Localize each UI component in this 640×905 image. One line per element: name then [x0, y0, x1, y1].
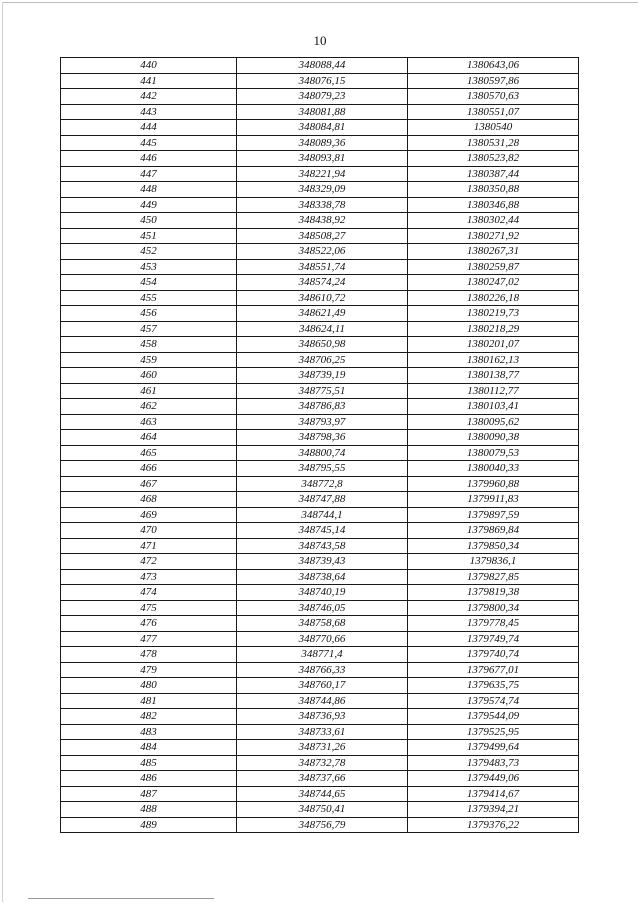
table-row: [61, 724, 579, 740]
table-row: [61, 445, 579, 461]
x-coordinate-cell: 348758,68: [237, 616, 408, 632]
point-number-cell: 480: [61, 678, 237, 694]
table-row: [61, 228, 579, 244]
y-coordinate-cell: 1380643,06: [408, 58, 579, 74]
x-coordinate-cell: 348650,98: [237, 337, 408, 353]
coordinates-table-body: [61, 58, 579, 833]
y-coordinate-cell: 1380103,41: [408, 399, 579, 415]
point-number-cell: 453: [61, 259, 237, 275]
point-number-cell: 460: [61, 368, 237, 384]
point-number-cell: 485: [61, 755, 237, 771]
y-coordinate-cell: 1379897,59: [408, 507, 579, 523]
point-number-cell: 448: [61, 182, 237, 198]
y-coordinate-cell: 1379574,74: [408, 693, 579, 709]
y-coordinate-cell: 1380112,77: [408, 383, 579, 399]
table-row: [61, 755, 579, 771]
table-row: [61, 538, 579, 554]
x-coordinate-cell: 348771,4: [237, 647, 408, 663]
x-coordinate-cell: 348551,74: [237, 259, 408, 275]
y-coordinate-cell: 1379499,64: [408, 740, 579, 756]
x-coordinate-cell: 348775,51: [237, 383, 408, 399]
x-coordinate-cell: 348731,26: [237, 740, 408, 756]
point-number-cell: 477: [61, 631, 237, 647]
point-number-cell: 443: [61, 104, 237, 120]
x-coordinate-cell: 348798,36: [237, 430, 408, 446]
x-coordinate-cell: 348732,78: [237, 755, 408, 771]
y-coordinate-cell: 1380162,13: [408, 352, 579, 368]
point-number-cell: 456: [61, 306, 237, 322]
x-coordinate-cell: 348610,72: [237, 290, 408, 306]
table-row: [61, 507, 579, 523]
x-coordinate-cell: 348795,55: [237, 461, 408, 477]
point-number-cell: 462: [61, 399, 237, 415]
point-number-cell: 440: [61, 58, 237, 74]
point-number-cell: 447: [61, 166, 237, 182]
point-number-cell: 489: [61, 817, 237, 833]
x-coordinate-cell: 348800,74: [237, 445, 408, 461]
x-coordinate-cell: 348081,88: [237, 104, 408, 120]
point-number-cell: 459: [61, 352, 237, 368]
point-number-cell: 472: [61, 554, 237, 570]
table-row: [61, 740, 579, 756]
point-number-cell: 482: [61, 709, 237, 725]
x-coordinate-cell: 348739,43: [237, 554, 408, 570]
x-coordinate-cell: 348508,27: [237, 228, 408, 244]
table-row: [61, 631, 579, 647]
point-number-cell: 457: [61, 321, 237, 337]
point-number-cell: 463: [61, 414, 237, 430]
x-coordinate-cell: 348089,36: [237, 135, 408, 151]
table-row: [61, 259, 579, 275]
x-coordinate-cell: 348746,05: [237, 600, 408, 616]
x-coordinate-cell: 348624,11: [237, 321, 408, 337]
point-number-cell: 445: [61, 135, 237, 151]
point-number-cell: 452: [61, 244, 237, 260]
x-coordinate-cell: 348733,61: [237, 724, 408, 740]
x-coordinate-cell: 348706,25: [237, 352, 408, 368]
y-coordinate-cell: 1380218,29: [408, 321, 579, 337]
y-coordinate-cell: 1379544,09: [408, 709, 579, 725]
x-coordinate-cell: 348621,49: [237, 306, 408, 322]
table-row: [61, 678, 579, 694]
table-row: [61, 306, 579, 322]
point-number-cell: 483: [61, 724, 237, 740]
point-number-cell: 461: [61, 383, 237, 399]
y-coordinate-cell: 1380597,86: [408, 73, 579, 89]
point-number-cell: 474: [61, 585, 237, 601]
x-coordinate-cell: 348739,19: [237, 368, 408, 384]
x-coordinate-cell: 348338,78: [237, 197, 408, 213]
x-coordinate-cell: 348743,58: [237, 538, 408, 554]
point-number-cell: 468: [61, 492, 237, 508]
point-number-cell: 473: [61, 569, 237, 585]
y-coordinate-cell: 1380540: [408, 120, 579, 136]
table-row: [61, 461, 579, 477]
y-coordinate-cell: 1380259,87: [408, 259, 579, 275]
y-coordinate-cell: 1380551,07: [408, 104, 579, 120]
top-border-line: [2, 2, 638, 3]
y-coordinate-cell: 1379869,84: [408, 523, 579, 539]
table-row: [61, 197, 579, 213]
y-coordinate-cell: 1380090,38: [408, 430, 579, 446]
y-coordinate-cell: 1380201,07: [408, 337, 579, 353]
y-coordinate-cell: 1380570,63: [408, 89, 579, 105]
point-number-cell: 478: [61, 647, 237, 663]
table-row: [61, 135, 579, 151]
x-coordinate-cell: 348740,19: [237, 585, 408, 601]
x-coordinate-cell: 348329,09: [237, 182, 408, 198]
point-number-cell: 486: [61, 771, 237, 787]
y-coordinate-cell: 1380247,02: [408, 275, 579, 291]
x-coordinate-cell: 348737,66: [237, 771, 408, 787]
point-number-cell: 481: [61, 693, 237, 709]
x-coordinate-cell: 348088,44: [237, 58, 408, 74]
y-coordinate-cell: 1380138,77: [408, 368, 579, 384]
table-row: [61, 600, 579, 616]
table-row: [61, 771, 579, 787]
x-coordinate-cell: 348093,81: [237, 151, 408, 167]
table-row: [61, 492, 579, 508]
table-row: [61, 662, 579, 678]
point-number-cell: 446: [61, 151, 237, 167]
table-row: [61, 166, 579, 182]
x-coordinate-cell: 348745,14: [237, 523, 408, 539]
point-number-cell: 479: [61, 662, 237, 678]
y-coordinate-cell: 1379827,85: [408, 569, 579, 585]
point-number-cell: 484: [61, 740, 237, 756]
table-row: [61, 73, 579, 89]
table-row: [61, 817, 579, 833]
table-row: [61, 58, 579, 74]
point-number-cell: 451: [61, 228, 237, 244]
y-coordinate-cell: 1380095,62: [408, 414, 579, 430]
table-row: [61, 476, 579, 492]
table-row: [61, 151, 579, 167]
point-number-cell: 471: [61, 538, 237, 554]
y-coordinate-cell: 1379635,75: [408, 678, 579, 694]
x-coordinate-cell: 348738,64: [237, 569, 408, 585]
point-number-cell: 458: [61, 337, 237, 353]
y-coordinate-cell: 1380350,88: [408, 182, 579, 198]
table-row: [61, 786, 579, 802]
y-coordinate-cell: 1379836,1: [408, 554, 579, 570]
table-row: [61, 709, 579, 725]
x-coordinate-cell: 348079,23: [237, 89, 408, 105]
y-coordinate-cell: 1380302,44: [408, 213, 579, 229]
x-coordinate-cell: 348756,79: [237, 817, 408, 833]
x-coordinate-cell: 348793,97: [237, 414, 408, 430]
point-number-cell: 449: [61, 197, 237, 213]
y-coordinate-cell: 1379449,06: [408, 771, 579, 787]
y-coordinate-cell: 1379525,95: [408, 724, 579, 740]
table-row: [61, 275, 579, 291]
x-coordinate-cell: 348747,88: [237, 492, 408, 508]
x-coordinate-cell: 348736,93: [237, 709, 408, 725]
y-coordinate-cell: 1379483,73: [408, 755, 579, 771]
y-coordinate-cell: 1379800,34: [408, 600, 579, 616]
y-coordinate-cell: 1380271,92: [408, 228, 579, 244]
y-coordinate-cell: 1380040,33: [408, 461, 579, 477]
x-coordinate-cell: 348760,17: [237, 678, 408, 694]
y-coordinate-cell: 1379819,38: [408, 585, 579, 601]
table-row: [61, 182, 579, 198]
y-coordinate-cell: 1380387,44: [408, 166, 579, 182]
table-row: [61, 383, 579, 399]
x-coordinate-cell: 348750,41: [237, 802, 408, 818]
table-row: [61, 399, 579, 415]
point-number-cell: 454: [61, 275, 237, 291]
table-row: [61, 337, 579, 353]
point-number-cell: 487: [61, 786, 237, 802]
left-border-line: [2, 2, 3, 902]
x-coordinate-cell: 348574,24: [237, 275, 408, 291]
y-coordinate-cell: 1379850,34: [408, 538, 579, 554]
table-row: [61, 89, 579, 105]
table-row: [61, 213, 579, 229]
table-row: [61, 104, 579, 120]
point-number-cell: 466: [61, 461, 237, 477]
y-coordinate-cell: 1379414,67: [408, 786, 579, 802]
table-row: [61, 554, 579, 570]
y-coordinate-cell: 1379749,74: [408, 631, 579, 647]
table-row: [61, 430, 579, 446]
x-coordinate-cell: 348084,81: [237, 120, 408, 136]
y-coordinate-cell: 1380346,88: [408, 197, 579, 213]
point-number-cell: 444: [61, 120, 237, 136]
y-coordinate-cell: 1380219,73: [408, 306, 579, 322]
table-row: [61, 321, 579, 337]
table-row: [61, 244, 579, 260]
y-coordinate-cell: 1379778,45: [408, 616, 579, 632]
point-number-cell: 455: [61, 290, 237, 306]
point-number-cell: 476: [61, 616, 237, 632]
y-coordinate-cell: 1380523,82: [408, 151, 579, 167]
point-number-cell: 464: [61, 430, 237, 446]
point-number-cell: 475: [61, 600, 237, 616]
table-row: [61, 569, 579, 585]
y-coordinate-cell: 1379376,22: [408, 817, 579, 833]
x-coordinate-cell: 348772,8: [237, 476, 408, 492]
table-row: [61, 585, 579, 601]
x-coordinate-cell: 348522,06: [237, 244, 408, 260]
point-number-cell: 488: [61, 802, 237, 818]
y-coordinate-cell: 1380267,31: [408, 244, 579, 260]
y-coordinate-cell: 1379960,88: [408, 476, 579, 492]
x-coordinate-cell: 348744,86: [237, 693, 408, 709]
table-row: [61, 616, 579, 632]
coordinates-table: [60, 57, 579, 833]
x-coordinate-cell: 348744,1: [237, 507, 408, 523]
y-coordinate-cell: 1380531,28: [408, 135, 579, 151]
x-coordinate-cell: 348076,15: [237, 73, 408, 89]
point-number-cell: 450: [61, 213, 237, 229]
y-coordinate-cell: 1380226,18: [408, 290, 579, 306]
table-row: [61, 120, 579, 136]
point-number-cell: 442: [61, 89, 237, 105]
table-row: [61, 290, 579, 306]
page-number: 10: [313, 33, 327, 48]
y-coordinate-cell: 1379394,21: [408, 802, 579, 818]
table-row: [61, 352, 579, 368]
x-coordinate-cell: 348766,33: [237, 662, 408, 678]
point-number-cell: 441: [61, 73, 237, 89]
table-row: [61, 368, 579, 384]
point-number-cell: 470: [61, 523, 237, 539]
x-coordinate-cell: 348786,83: [237, 399, 408, 415]
point-number-cell: 469: [61, 507, 237, 523]
table-row: [61, 693, 579, 709]
point-number-cell: 467: [61, 476, 237, 492]
x-coordinate-cell: 348770,66: [237, 631, 408, 647]
bottom-border-line: [28, 898, 214, 899]
y-coordinate-cell: 1379740,74: [408, 647, 579, 663]
table-row: [61, 802, 579, 818]
x-coordinate-cell: 348221,94: [237, 166, 408, 182]
x-coordinate-cell: 348438,92: [237, 213, 408, 229]
table-row: [61, 647, 579, 663]
table-row: [61, 414, 579, 430]
table-row: [61, 523, 579, 539]
y-coordinate-cell: 1379677,01: [408, 662, 579, 678]
y-coordinate-cell: 1379911,83: [408, 492, 579, 508]
x-coordinate-cell: 348744,65: [237, 786, 408, 802]
y-coordinate-cell: 1380079,53: [408, 445, 579, 461]
point-number-cell: 465: [61, 445, 237, 461]
